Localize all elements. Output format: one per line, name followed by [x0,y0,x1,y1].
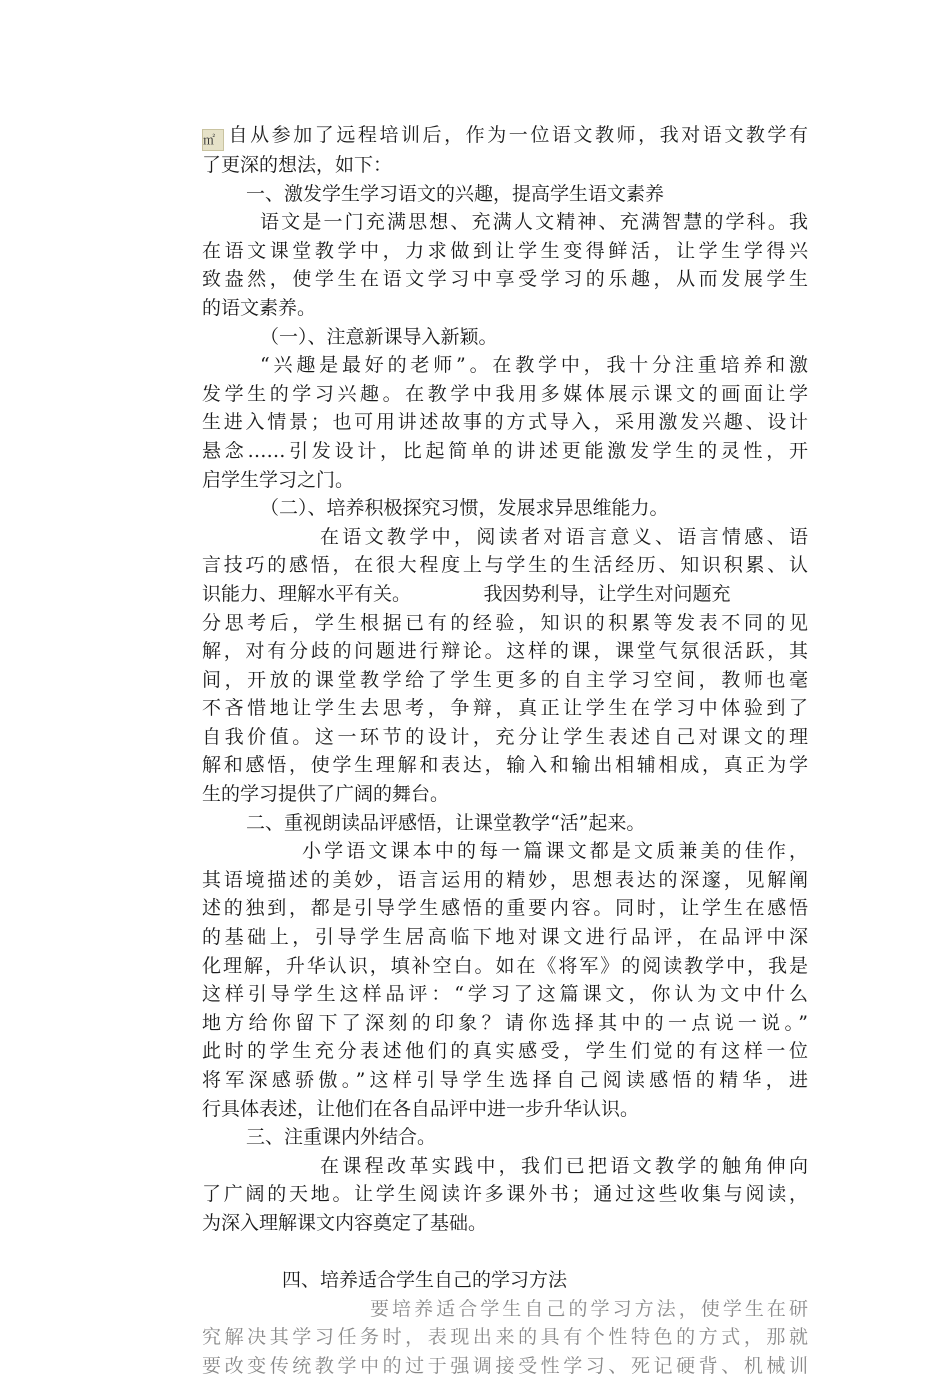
paragraph-line: 述的独到，都是引导学生感悟的重要内容。同时，让学生在感悟 [202,897,808,920]
section-heading-2: 二、重视朗读品评感悟，让课堂教学“活”起来。 [246,811,646,834]
paragraph-line: 的基础上，引导学生居高临下地对课文进行品评，在品评中深 [202,926,808,949]
subheading-2: （二）、培养积极探究习惯，发展求异思维能力。 [260,497,669,520]
paragraph-line: 要改变传统教学中的过于强调接受性学习、死记硬背、机械训 [202,1354,808,1377]
paragraph-line: 分思考后，学生根据已有的经验，知识的积累等发表不同的见 [202,611,808,634]
paragraph-line: 启学生学习之门。 [202,468,355,491]
paragraph-line: ㎡ 自从参加了远程培训后，作为一位语文教师，我对语文教学有 [202,121,808,151]
paragraph-line: 悬念……引发设计，比起简单的讲述更能激发学生的灵性，开 [202,439,808,462]
paragraph-line: 了更深的想法，如下： [202,154,393,176]
paragraph-line: 在语文课堂教学中，力求做到让学生变得鲜活，让学生学得兴 [202,239,808,262]
paragraph-line: 为深入理解课文内容奠定了基础。 [202,1211,488,1234]
paragraph-line: 此时的学生充分表述他们的真实感受，学生们觉的有这样一位 [202,1040,808,1063]
paragraph-line: 在课程改革实践中，我们已把语文教学的触角伸向 [320,1154,808,1177]
section-heading-1: 一、激发学生学习语文的兴趣，提高学生语文素养 [246,182,665,205]
paragraph-line: 其语境描述的美妙，语言运用的精妙，思想表达的深邃，见解阐 [202,868,808,891]
section-heading-3: 三、注重课内外结合。 [246,1126,437,1149]
paragraph-line: 间，开放的课堂教学给了学生更多的自主学习空间，教师也毫 [202,668,808,691]
area-symbol-badge: ㎡ [202,129,224,151]
paragraph-line: 识能力、理解水平有关。 我因势利导，让学生对问题充 [202,582,731,605]
paragraph-line: 发学生的学习兴趣。在教学中我用多媒体展示课文的画面让学 [202,382,808,405]
paragraph-line: 解，对有分歧的问题进行辩论。这样的课，课堂气氛很活跃，其 [202,640,808,663]
paragraph-line: 小学语文课本中的每一篇课文都是文质兼美的佳作， [302,840,808,863]
document-body [202,121,808,1381]
paragraph-line: 要培养适合学生自己的学习方法，使学生在研 [370,1297,808,1320]
paragraph-line: 生进入情景；也可用讲述故事的方式导入，采用激发兴趣、设计 [202,411,808,434]
paragraph-line: 言技巧的感悟，在很大程度上与学生的生活经历、知识积累、认 [202,554,808,577]
paragraph-line: 解和感悟，使学生理解和表达，输入和输出相辅相成，真正为学 [202,754,808,777]
paragraph-line: 这样引导学生这样品评：“学习了这篇课文，你认为文中什么 [202,983,808,1006]
paragraph-line: 化理解，升华认识，填补空白。如在《将军》的阅读教学中，我是 [202,954,808,977]
paragraph-line: 行具体表述，让他们在各自品评中进一步升华认识。 [202,1097,640,1120]
paragraph-line: 的语文素养。 [202,296,317,319]
paragraph-line: 语文是一门充满思想、充满人文精神、充满智慧的学科。我 [260,211,808,234]
paragraph-line: 生的学习提供了广阔的舞台。 [202,783,450,806]
paragraph-line: 地方给你留下了深刻的印象？请你选择其中的一点说一说。” [202,1011,808,1034]
paragraph-line: 究解决其学习任务时，表现出来的具有个性特色的方式，那就 [202,1326,808,1349]
section-heading-4: 四、培养适合学生自己的学习方法 [282,1269,568,1292]
paragraph-gap [202,1238,808,1267]
paragraph-line: 自我价值。这一环节的设计，充分让学生表述自己对课文的理 [202,725,808,748]
paragraph-line: 了广阔的天地。让学生阅读许多课外书；通过这些收集与阅读， [202,1183,808,1206]
paragraph-line: 在语文教学中，阅读者对语言意义、语言情感、语 [320,525,808,548]
subheading-1: （一）、注意新课导入新颖。 [260,325,498,348]
paragraph-line: 将军深感骄傲。”这样引导学生选择自己阅读感悟的精华，进 [202,1069,808,1091]
paragraph-line: “兴趣是最好的老师”。在教学中，我十分注重培养和激 [260,354,808,377]
paragraph-line: 致盎然，使学生在语文学习中享受学习的乐趣，从而发展学生 [202,268,808,291]
paragraph-line: 不吝惜地让学生去思考，争辩，真正让学生在学习中体验到了 [202,697,808,720]
